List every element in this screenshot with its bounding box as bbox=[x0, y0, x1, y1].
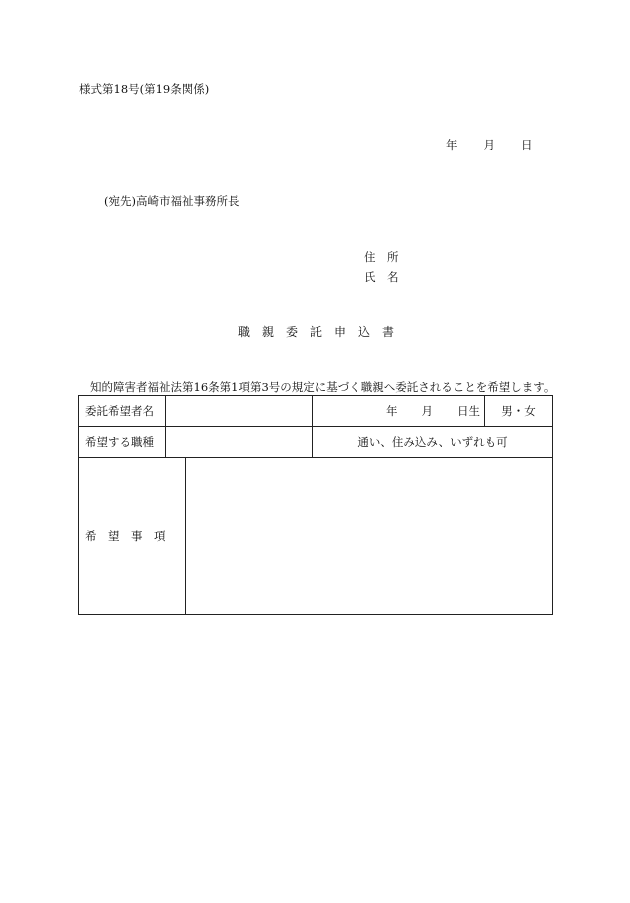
table-row bbox=[79, 458, 553, 615]
application-form-table bbox=[78, 395, 553, 615]
birth-date-field[interactable] bbox=[313, 396, 485, 427]
applicant-name-label: 委託希望者名 bbox=[79, 396, 166, 427]
address-label: 住 所 bbox=[364, 250, 399, 264]
job-type-field[interactable] bbox=[166, 427, 313, 458]
date-day: 日 bbox=[521, 138, 533, 152]
applicant-name-field[interactable] bbox=[166, 396, 313, 427]
birth-day: 日生 bbox=[457, 404, 480, 418]
gender-field[interactable]: 男・女 bbox=[485, 396, 553, 427]
date-month: 月 bbox=[483, 138, 495, 152]
birth-year: 年 bbox=[386, 404, 398, 418]
table-row bbox=[79, 427, 553, 458]
work-style-options[interactable]: 通い、住み込み、いずれも可 bbox=[313, 427, 553, 458]
date-year: 年 bbox=[446, 138, 458, 152]
requests-label: 希 望 事 項 bbox=[79, 458, 186, 615]
document-title: 職 親 委 託 申 込 書 bbox=[238, 325, 395, 339]
intro-text: 知的障害者福祉法第16条第1項第3号の規定に基づく職親へ委託されることを希望します。 bbox=[90, 380, 556, 394]
form-number: 様式第18号(第19条関係) bbox=[79, 82, 210, 96]
birth-month: 月 bbox=[421, 404, 433, 418]
table-row bbox=[79, 396, 553, 427]
date-line bbox=[446, 137, 533, 153]
addressee: (宛先)高崎市福祉事務所長 bbox=[104, 194, 240, 208]
name-label: 氏 名 bbox=[364, 270, 399, 284]
requests-field[interactable] bbox=[186, 458, 553, 615]
job-type-label: 希望する職種 bbox=[79, 427, 166, 458]
